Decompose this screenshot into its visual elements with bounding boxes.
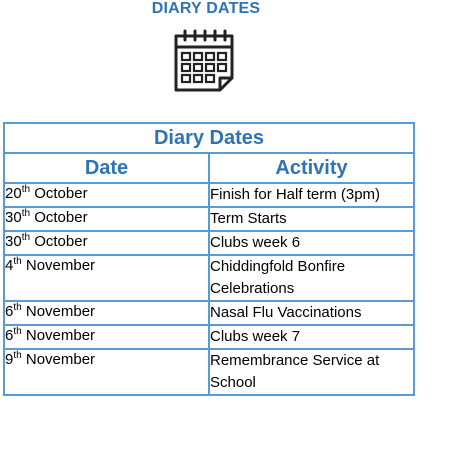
date-suffix: th [21, 232, 31, 243]
date-month: November [25, 303, 96, 320]
date-suffix: th [21, 208, 31, 219]
date-cell [4, 349, 209, 395]
table-row [4, 183, 414, 207]
table-row [4, 325, 414, 349]
table-title: Diary Dates [4, 123, 414, 153]
date-day: 6 [5, 327, 14, 344]
date-day: 20 [5, 185, 22, 202]
table-row [4, 231, 414, 255]
activity-cell: Clubs week 6 [209, 231, 414, 255]
table-row [4, 301, 414, 325]
date-month: October [34, 233, 88, 250]
activity-cell: Chiddingfold Bonfire Celebrations [209, 255, 414, 301]
activity-cell: Term Starts [209, 207, 414, 231]
diary-dates-table [3, 122, 415, 396]
activity-cell: Finish for Half term (3pm) [209, 183, 414, 207]
calendar-icon [170, 28, 238, 96]
date-day: 30 [5, 233, 22, 250]
activity-cell: Clubs week 7 [209, 325, 414, 349]
table-row [4, 255, 414, 301]
column-header-activity: Activity [209, 153, 414, 183]
date-month: October [34, 209, 88, 226]
activity-cell: Remembrance Service at School [209, 349, 414, 395]
date-suffix: th [13, 302, 22, 313]
date-day: 4 [5, 257, 14, 274]
date-cell [4, 301, 209, 325]
table-row [4, 207, 414, 231]
date-cell [4, 183, 209, 207]
date-month: October [34, 185, 88, 202]
date-suffix: th [13, 326, 22, 337]
column-header-date: Date [4, 153, 209, 183]
date-month: November [25, 327, 96, 344]
date-cell [4, 325, 209, 349]
date-day: 9 [5, 351, 14, 368]
date-suffix: th [21, 184, 31, 195]
date-suffix: th [13, 256, 22, 267]
date-day: 30 [5, 209, 22, 226]
date-suffix: th [13, 350, 22, 361]
date-month: November [25, 351, 96, 368]
date-day: 6 [5, 303, 14, 320]
date-month: November [25, 257, 96, 274]
table-row [4, 349, 414, 395]
date-cell [4, 231, 209, 255]
date-cell [4, 207, 209, 231]
date-cell [4, 255, 209, 301]
page-heading: DIARY DATES [151, 0, 261, 17]
activity-cell: Nasal Flu Vaccinations [209, 301, 414, 325]
